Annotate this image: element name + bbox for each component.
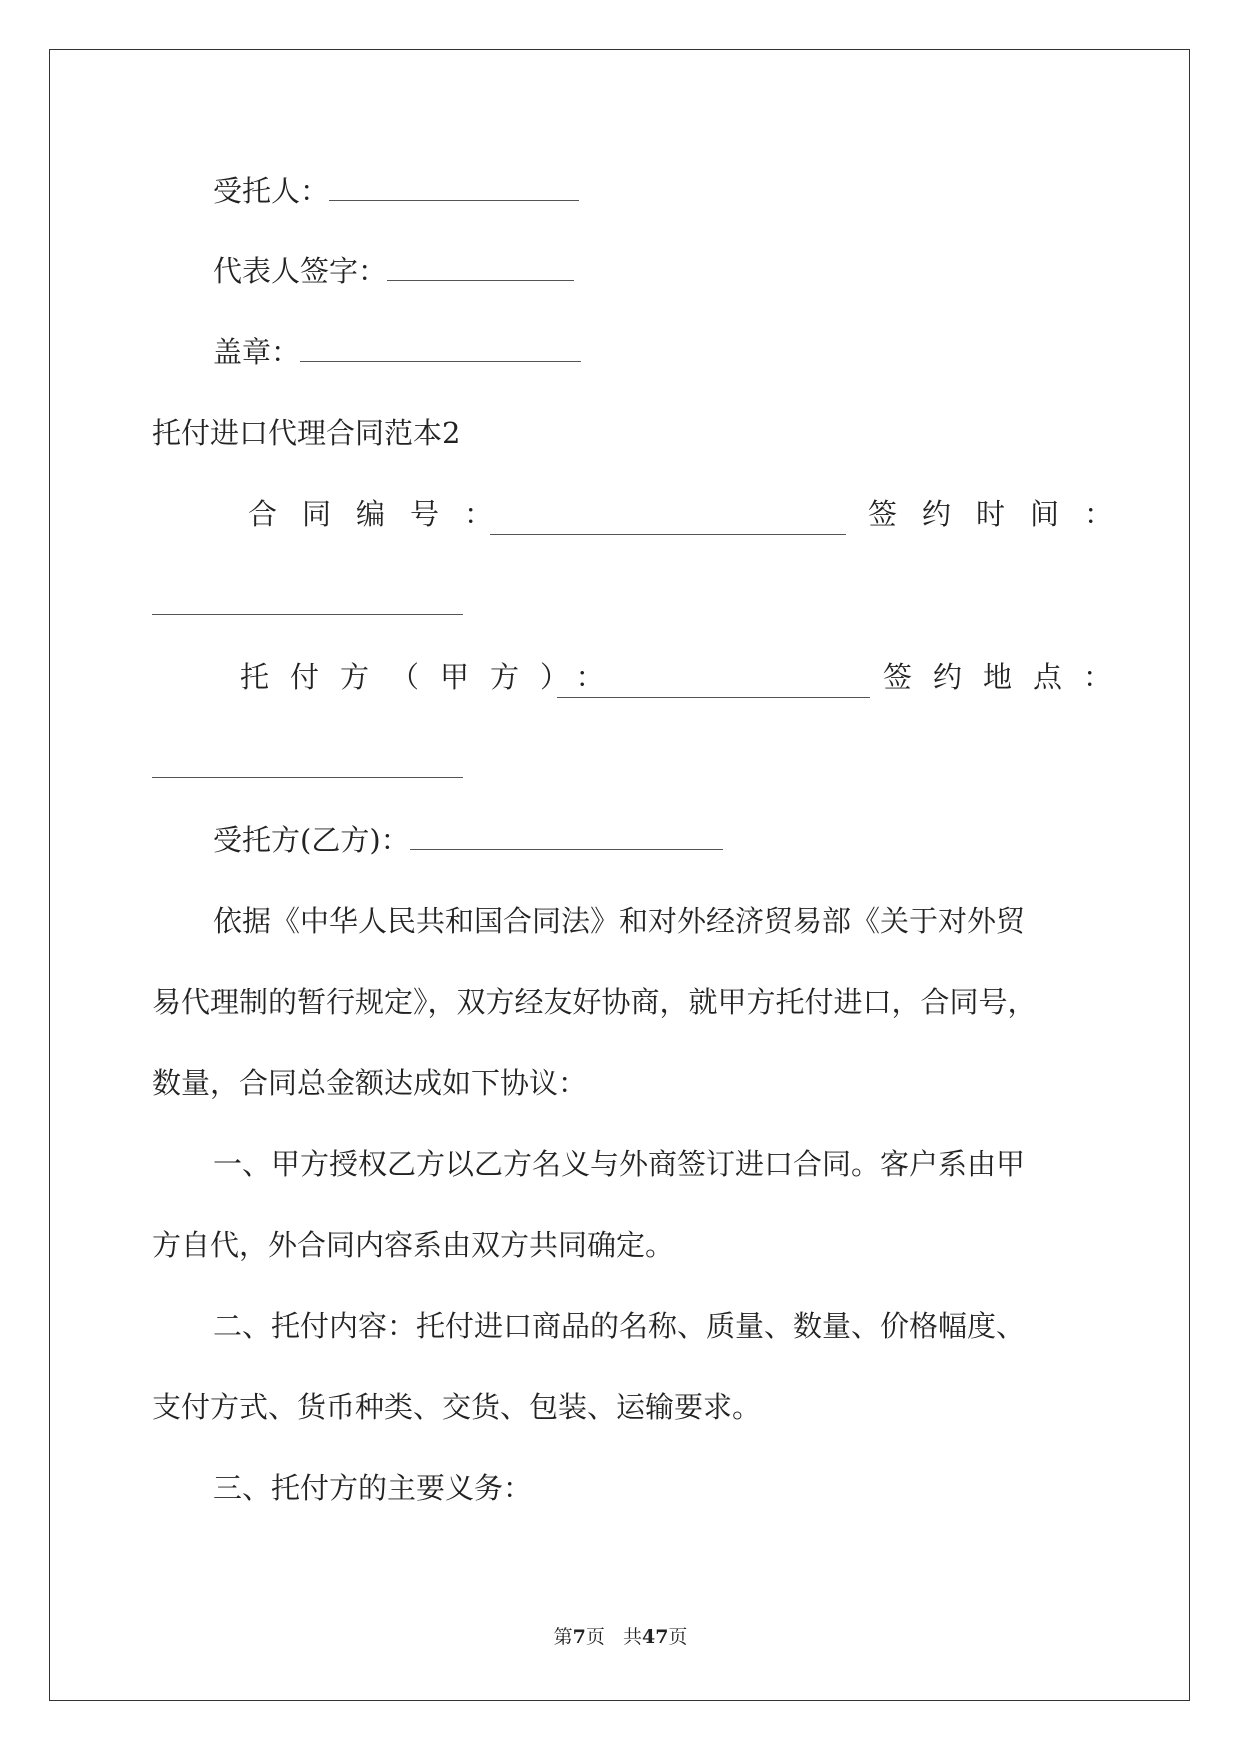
sign-time-label: 签约时间： — [868, 497, 1139, 531]
entrusting-party-label: 托付方（甲方）： — [240, 660, 626, 694]
para1-line2: 易代理制的暂行规定》，双方经友好协商，就甲方托付进口，合同号， — [152, 985, 1037, 1019]
para1-line3: 数量，合同总金额达成如下协议： — [152, 1066, 588, 1100]
contract-no-blank — [490, 510, 846, 535]
entrusted-party-label: 受托方(乙方)： — [213, 823, 410, 857]
trustee-label: 受托人： — [213, 174, 330, 208]
para1-line1: 依据《中华人民共和国合同法》和对外经济贸易部《关于对外贸 — [213, 904, 1026, 938]
seal-label: 盖章： — [213, 335, 301, 369]
rep-sign-blank — [387, 256, 574, 281]
sign-place-blank — [152, 753, 463, 778]
contract-heading: 托付进口代理合同范本2 — [152, 416, 461, 450]
trustee-line — [213, 171, 579, 211]
item1-line2: 方自代，外合同内容系由双方共同确定。 — [152, 1228, 675, 1262]
entrusted-party-blank — [410, 825, 723, 850]
footer-page-suffix: 页 — [585, 1626, 605, 1648]
current-page-number: 7 — [572, 1626, 586, 1648]
page-frame — [49, 49, 1190, 1701]
entrusted-party-line — [213, 820, 723, 860]
contract-no-label: 合同编号： — [248, 497, 519, 531]
total-page-count: 47 — [641, 1626, 669, 1648]
page-footer — [0, 1624, 1241, 1650]
item2-line1: 二、托付内容：托付进口商品的名称、质量、数量、价格幅度、 — [213, 1309, 1026, 1343]
seal-blank — [300, 337, 581, 362]
footer-total-suffix: 页 — [668, 1626, 688, 1648]
trustee-blank — [329, 176, 579, 201]
rep-sign-label: 代表人签字： — [213, 254, 388, 288]
footer-total-prefix: 共 — [622, 1626, 642, 1648]
item3-line1: 三、托付方的主要义务： — [213, 1471, 533, 1505]
sign-place-label: 签约地点： — [883, 660, 1134, 694]
seal-line — [213, 332, 581, 372]
rep-sign-line — [213, 251, 574, 291]
item1-line1: 一、甲方授权乙方以乙方名义与外商签订进口合同。客户系由甲 — [213, 1147, 1026, 1181]
sign-time-blank — [152, 590, 463, 615]
footer-prefix: 第 — [553, 1626, 573, 1648]
item2-line2: 支付方式、货币种类、交货、包装、运输要求。 — [152, 1390, 762, 1424]
entrusting-party-blank — [557, 673, 870, 698]
